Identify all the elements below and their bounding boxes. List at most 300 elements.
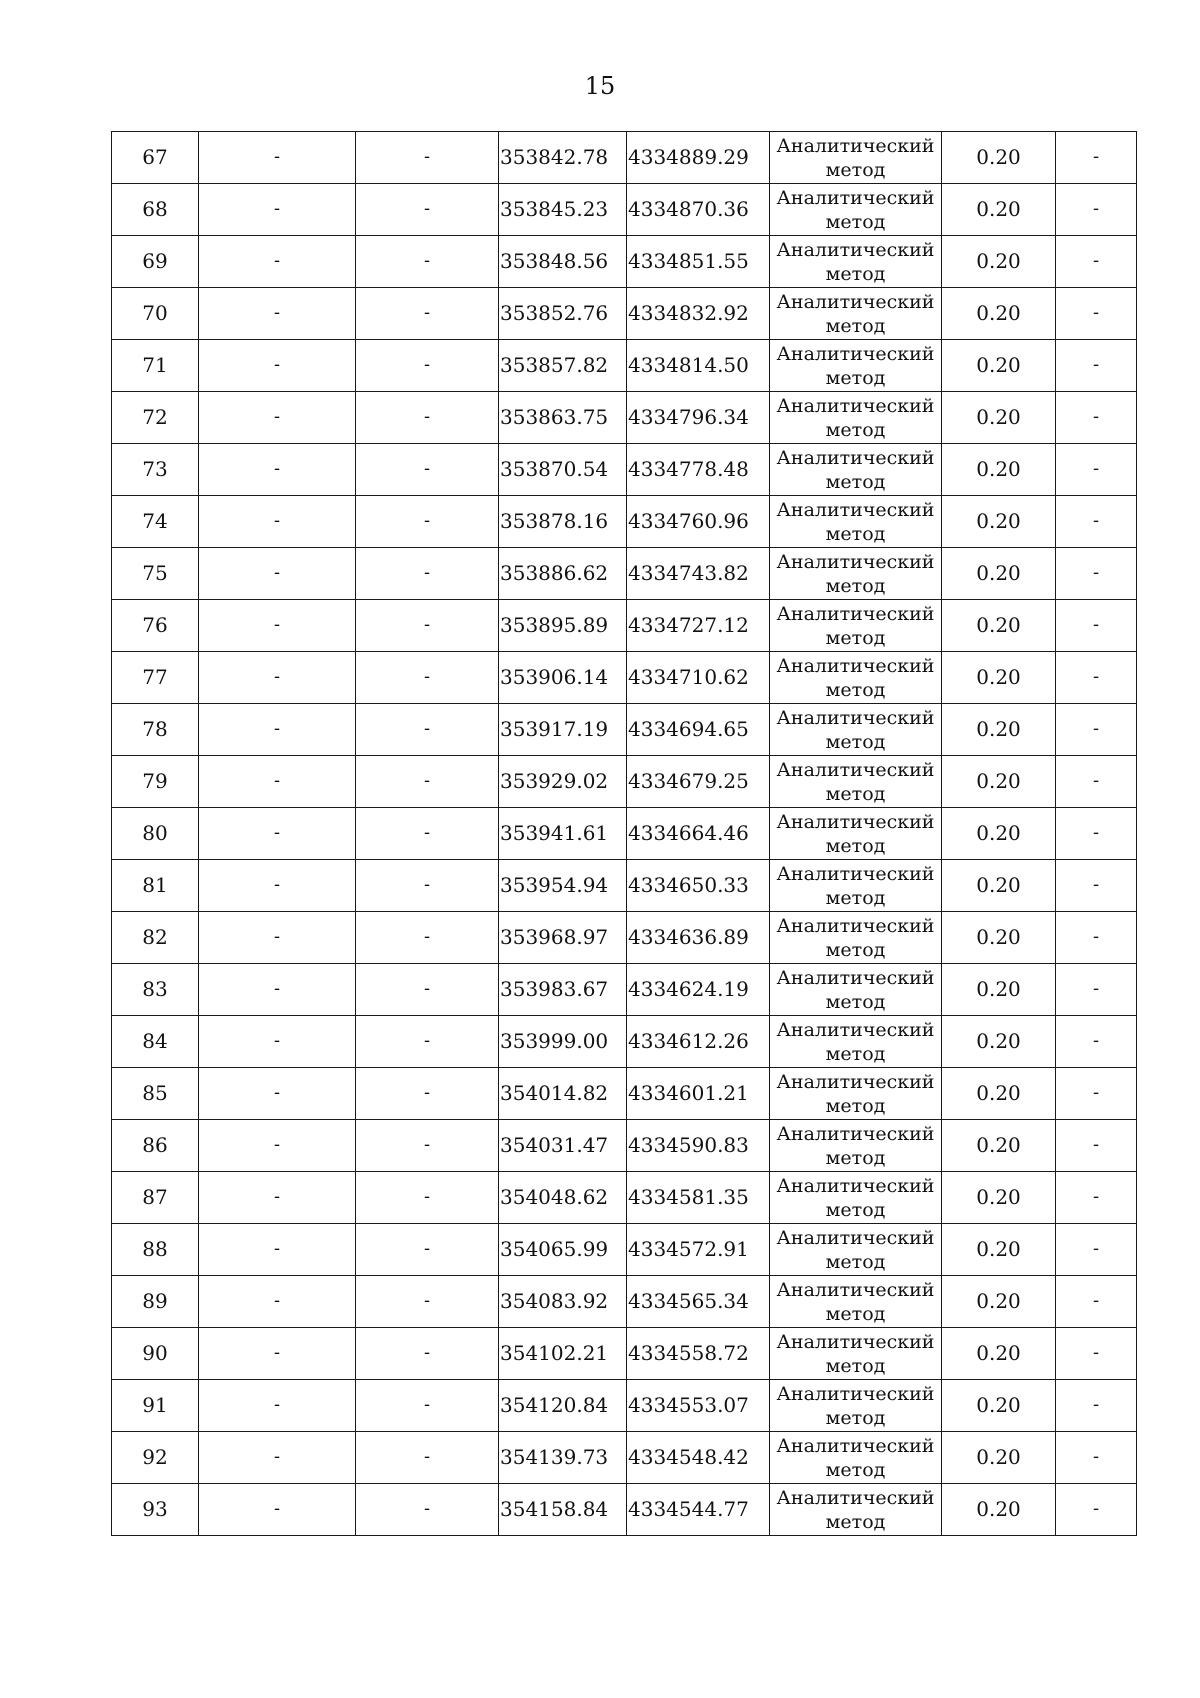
empty-dash-cell: - xyxy=(199,340,356,392)
page-number: 15 xyxy=(584,72,616,100)
empty-dash-cell: - xyxy=(356,1484,499,1536)
y-coordinate-cell: 4334760.96 xyxy=(627,496,770,548)
method-cell xyxy=(770,1276,942,1328)
table-row xyxy=(112,1172,1137,1224)
empty-dash-cell: - xyxy=(1056,964,1137,1016)
y-coordinate-cell: 4334572.91 xyxy=(627,1224,770,1276)
table-row xyxy=(112,496,1137,548)
table-row xyxy=(112,1068,1137,1120)
accuracy-cell: 0.20 xyxy=(942,1380,1056,1432)
table-row xyxy=(112,652,1137,704)
table-row xyxy=(112,1328,1137,1380)
table-body xyxy=(112,132,1137,1536)
method-line-1: Аналитический xyxy=(776,706,935,729)
accuracy-cell: 0.20 xyxy=(942,288,1056,340)
empty-dash-cell: - xyxy=(356,704,499,756)
point-number-cell: 93 xyxy=(112,1484,199,1536)
empty-dash-cell: - xyxy=(356,444,499,496)
method-cell xyxy=(770,132,942,184)
accuracy-cell: 0.20 xyxy=(942,1276,1056,1328)
empty-dash-cell: - xyxy=(356,132,499,184)
table-row xyxy=(112,600,1137,652)
method-line-1: Аналитический xyxy=(776,238,935,261)
empty-dash-cell: - xyxy=(356,600,499,652)
accuracy-cell: 0.20 xyxy=(942,236,1056,288)
accuracy-cell: 0.20 xyxy=(942,340,1056,392)
method-line-2: метод xyxy=(825,1510,886,1533)
x-coordinate-cell: 353886.62 xyxy=(499,548,627,600)
x-coordinate-cell: 353845.23 xyxy=(499,184,627,236)
empty-dash-cell: - xyxy=(199,1016,356,1068)
point-number-cell: 85 xyxy=(112,1068,199,1120)
x-coordinate-cell: 354083.92 xyxy=(499,1276,627,1328)
accuracy-cell: 0.20 xyxy=(942,704,1056,756)
table-row xyxy=(112,1432,1137,1484)
method-cell xyxy=(770,1484,942,1536)
empty-dash-cell: - xyxy=(199,1224,356,1276)
method-cell xyxy=(770,808,942,860)
accuracy-cell: 0.20 xyxy=(942,600,1056,652)
empty-dash-cell: - xyxy=(199,964,356,1016)
y-coordinate-cell: 4334612.26 xyxy=(627,1016,770,1068)
empty-dash-cell: - xyxy=(356,860,499,912)
table-row xyxy=(112,964,1137,1016)
table-row xyxy=(112,236,1137,288)
y-coordinate-cell: 4334636.89 xyxy=(627,912,770,964)
method-line-2: метод xyxy=(825,574,886,597)
x-coordinate-cell: 353870.54 xyxy=(499,444,627,496)
y-coordinate-cell: 4334590.83 xyxy=(627,1120,770,1172)
empty-dash-cell: - xyxy=(199,860,356,912)
empty-dash-cell: - xyxy=(1056,1328,1137,1380)
empty-dash-cell: - xyxy=(1056,340,1137,392)
point-number-cell: 90 xyxy=(112,1328,199,1380)
table-row xyxy=(112,340,1137,392)
method-line-2: метод xyxy=(825,158,886,181)
method-line-2: метод xyxy=(825,1094,886,1117)
x-coordinate-cell: 354102.21 xyxy=(499,1328,627,1380)
method-line-2: метод xyxy=(825,938,886,961)
table-row xyxy=(112,1120,1137,1172)
x-coordinate-cell: 353842.78 xyxy=(499,132,627,184)
method-line-2: метод xyxy=(825,366,886,389)
method-line-1: Аналитический xyxy=(776,758,935,781)
empty-dash-cell: - xyxy=(1056,1172,1137,1224)
method-cell xyxy=(770,548,942,600)
x-coordinate-cell: 353954.94 xyxy=(499,860,627,912)
method-cell xyxy=(770,1432,942,1484)
method-line-1: Аналитический xyxy=(776,602,935,625)
table-row xyxy=(112,392,1137,444)
empty-dash-cell: - xyxy=(199,288,356,340)
method-line-1: Аналитический xyxy=(776,1278,935,1301)
method-cell xyxy=(770,600,942,652)
point-number-cell: 86 xyxy=(112,1120,199,1172)
empty-dash-cell: - xyxy=(199,236,356,288)
method-cell xyxy=(770,288,942,340)
method-line-1: Аналитический xyxy=(776,394,935,417)
x-coordinate-cell: 353852.76 xyxy=(499,288,627,340)
method-line-1: Аналитический xyxy=(776,498,935,521)
method-line-2: метод xyxy=(825,886,886,909)
method-line-1: Аналитический xyxy=(776,186,935,209)
table-row xyxy=(112,288,1137,340)
empty-dash-cell: - xyxy=(1056,600,1137,652)
accuracy-cell: 0.20 xyxy=(942,1432,1056,1484)
table-row xyxy=(112,1224,1137,1276)
empty-dash-cell: - xyxy=(1056,392,1137,444)
x-coordinate-cell: 354158.84 xyxy=(499,1484,627,1536)
point-number-cell: 77 xyxy=(112,652,199,704)
method-line-1: Аналитический xyxy=(776,862,935,885)
empty-dash-cell: - xyxy=(356,1224,499,1276)
empty-dash-cell: - xyxy=(1056,912,1137,964)
empty-dash-cell: - xyxy=(1056,548,1137,600)
empty-dash-cell: - xyxy=(356,496,499,548)
empty-dash-cell: - xyxy=(199,756,356,808)
x-coordinate-cell: 354014.82 xyxy=(499,1068,627,1120)
empty-dash-cell: - xyxy=(199,704,356,756)
empty-dash-cell: - xyxy=(356,184,499,236)
method-line-1: Аналитический xyxy=(776,290,935,313)
empty-dash-cell: - xyxy=(199,1432,356,1484)
x-coordinate-cell: 353941.61 xyxy=(499,808,627,860)
x-coordinate-cell: 353863.75 xyxy=(499,392,627,444)
empty-dash-cell: - xyxy=(356,756,499,808)
empty-dash-cell: - xyxy=(356,1432,499,1484)
method-line-1: Аналитический xyxy=(776,134,935,157)
table-row xyxy=(112,756,1137,808)
method-line-1: Аналитический xyxy=(776,1122,935,1145)
table-row xyxy=(112,1484,1137,1536)
y-coordinate-cell: 4334814.50 xyxy=(627,340,770,392)
point-number-cell: 80 xyxy=(112,808,199,860)
empty-dash-cell: - xyxy=(1056,184,1137,236)
table-row xyxy=(112,1380,1137,1432)
accuracy-cell: 0.20 xyxy=(942,808,1056,860)
empty-dash-cell: - xyxy=(1056,1224,1137,1276)
method-line-2: метод xyxy=(825,1250,886,1273)
point-number-cell: 69 xyxy=(112,236,199,288)
x-coordinate-cell: 353917.19 xyxy=(499,704,627,756)
empty-dash-cell: - xyxy=(1056,704,1137,756)
point-number-cell: 84 xyxy=(112,1016,199,1068)
y-coordinate-cell: 4334601.21 xyxy=(627,1068,770,1120)
accuracy-cell: 0.20 xyxy=(942,652,1056,704)
y-coordinate-cell: 4334679.25 xyxy=(627,756,770,808)
empty-dash-cell: - xyxy=(356,912,499,964)
empty-dash-cell: - xyxy=(1056,1068,1137,1120)
empty-dash-cell: - xyxy=(199,1172,356,1224)
method-line-2: метод xyxy=(825,626,886,649)
point-number-cell: 67 xyxy=(112,132,199,184)
point-number-cell: 73 xyxy=(112,444,199,496)
method-cell xyxy=(770,1224,942,1276)
method-line-1: Аналитический xyxy=(776,810,935,833)
empty-dash-cell: - xyxy=(199,652,356,704)
empty-dash-cell: - xyxy=(1056,132,1137,184)
x-coordinate-cell: 353929.02 xyxy=(499,756,627,808)
accuracy-cell: 0.20 xyxy=(942,184,1056,236)
method-cell xyxy=(770,1380,942,1432)
method-line-2: метод xyxy=(825,262,886,285)
method-line-1: Аналитический xyxy=(776,1070,935,1093)
x-coordinate-cell: 353857.82 xyxy=(499,340,627,392)
y-coordinate-cell: 4334743.82 xyxy=(627,548,770,600)
table-row xyxy=(112,132,1137,184)
empty-dash-cell: - xyxy=(199,1328,356,1380)
point-number-cell: 74 xyxy=(112,496,199,548)
point-number-cell: 68 xyxy=(112,184,199,236)
point-number-cell: 79 xyxy=(112,756,199,808)
empty-dash-cell: - xyxy=(1056,1120,1137,1172)
y-coordinate-cell: 4334832.92 xyxy=(627,288,770,340)
method-cell xyxy=(770,444,942,496)
empty-dash-cell: - xyxy=(1056,860,1137,912)
accuracy-cell: 0.20 xyxy=(942,132,1056,184)
method-line-2: метод xyxy=(825,678,886,701)
point-number-cell: 78 xyxy=(112,704,199,756)
x-coordinate-cell: 353999.00 xyxy=(499,1016,627,1068)
empty-dash-cell: - xyxy=(356,964,499,1016)
method-cell xyxy=(770,912,942,964)
method-line-1: Аналитический xyxy=(776,1174,935,1197)
method-line-1: Аналитический xyxy=(776,1486,935,1509)
y-coordinate-cell: 4334581.35 xyxy=(627,1172,770,1224)
method-cell xyxy=(770,1068,942,1120)
method-cell xyxy=(770,236,942,288)
x-coordinate-cell: 354120.84 xyxy=(499,1380,627,1432)
method-line-2: метод xyxy=(825,782,886,805)
y-coordinate-cell: 4334851.55 xyxy=(627,236,770,288)
method-line-2: метод xyxy=(825,470,886,493)
empty-dash-cell: - xyxy=(1056,1484,1137,1536)
method-line-1: Аналитический xyxy=(776,966,935,989)
empty-dash-cell: - xyxy=(1056,808,1137,860)
accuracy-cell: 0.20 xyxy=(942,1224,1056,1276)
method-cell xyxy=(770,860,942,912)
empty-dash-cell: - xyxy=(199,1068,356,1120)
table-row xyxy=(112,808,1137,860)
y-coordinate-cell: 4334624.19 xyxy=(627,964,770,1016)
empty-dash-cell: - xyxy=(356,288,499,340)
x-coordinate-cell: 353968.97 xyxy=(499,912,627,964)
method-cell xyxy=(770,704,942,756)
accuracy-cell: 0.20 xyxy=(942,444,1056,496)
method-line-1: Аналитический xyxy=(776,550,935,573)
point-number-cell: 87 xyxy=(112,1172,199,1224)
method-line-1: Аналитический xyxy=(776,1226,935,1249)
empty-dash-cell: - xyxy=(1056,1380,1137,1432)
y-coordinate-cell: 4334710.62 xyxy=(627,652,770,704)
empty-dash-cell: - xyxy=(199,600,356,652)
empty-dash-cell: - xyxy=(356,1172,499,1224)
empty-dash-cell: - xyxy=(199,1120,356,1172)
point-number-cell: 70 xyxy=(112,288,199,340)
method-line-2: метод xyxy=(825,1042,886,1065)
empty-dash-cell: - xyxy=(1056,444,1137,496)
point-number-cell: 91 xyxy=(112,1380,199,1432)
coordinates-table xyxy=(111,131,1137,1536)
empty-dash-cell: - xyxy=(356,548,499,600)
method-cell xyxy=(770,340,942,392)
table-row xyxy=(112,444,1137,496)
empty-dash-cell: - xyxy=(356,1380,499,1432)
accuracy-cell: 0.20 xyxy=(942,1172,1056,1224)
method-line-2: метод xyxy=(825,990,886,1013)
empty-dash-cell: - xyxy=(356,652,499,704)
table-row xyxy=(112,184,1137,236)
empty-dash-cell: - xyxy=(199,444,356,496)
point-number-cell: 88 xyxy=(112,1224,199,1276)
x-coordinate-cell: 353906.14 xyxy=(499,652,627,704)
y-coordinate-cell: 4334548.42 xyxy=(627,1432,770,1484)
method-cell xyxy=(770,1172,942,1224)
point-number-cell: 82 xyxy=(112,912,199,964)
method-line-2: метод xyxy=(825,1406,886,1429)
accuracy-cell: 0.20 xyxy=(942,1068,1056,1120)
method-cell xyxy=(770,652,942,704)
empty-dash-cell: - xyxy=(356,1328,499,1380)
method-line-1: Аналитический xyxy=(776,654,935,677)
accuracy-cell: 0.20 xyxy=(942,496,1056,548)
empty-dash-cell: - xyxy=(199,548,356,600)
y-coordinate-cell: 4334889.29 xyxy=(627,132,770,184)
empty-dash-cell: - xyxy=(1056,236,1137,288)
y-coordinate-cell: 4334727.12 xyxy=(627,600,770,652)
empty-dash-cell: - xyxy=(199,1484,356,1536)
empty-dash-cell: - xyxy=(199,392,356,444)
y-coordinate-cell: 4334558.72 xyxy=(627,1328,770,1380)
method-line-2: метод xyxy=(825,522,886,545)
empty-dash-cell: - xyxy=(1056,496,1137,548)
accuracy-cell: 0.20 xyxy=(942,860,1056,912)
method-cell xyxy=(770,392,942,444)
method-cell xyxy=(770,1016,942,1068)
empty-dash-cell: - xyxy=(356,1016,499,1068)
empty-dash-cell: - xyxy=(356,1068,499,1120)
empty-dash-cell: - xyxy=(199,1276,356,1328)
empty-dash-cell: - xyxy=(199,184,356,236)
x-coordinate-cell: 353895.89 xyxy=(499,600,627,652)
method-cell xyxy=(770,756,942,808)
empty-dash-cell: - xyxy=(356,1120,499,1172)
y-coordinate-cell: 4334664.46 xyxy=(627,808,770,860)
point-number-cell: 72 xyxy=(112,392,199,444)
table-row xyxy=(112,548,1137,600)
table-row xyxy=(112,704,1137,756)
method-line-2: метод xyxy=(825,210,886,233)
point-number-cell: 76 xyxy=(112,600,199,652)
y-coordinate-cell: 4334870.36 xyxy=(627,184,770,236)
x-coordinate-cell: 354139.73 xyxy=(499,1432,627,1484)
accuracy-cell: 0.20 xyxy=(942,548,1056,600)
y-coordinate-cell: 4334553.07 xyxy=(627,1380,770,1432)
empty-dash-cell: - xyxy=(1056,1276,1137,1328)
method-line-2: метод xyxy=(825,834,886,857)
accuracy-cell: 0.20 xyxy=(942,756,1056,808)
method-cell xyxy=(770,184,942,236)
x-coordinate-cell: 353983.67 xyxy=(499,964,627,1016)
method-line-1: Аналитический xyxy=(776,342,935,365)
empty-dash-cell: - xyxy=(356,340,499,392)
table-row xyxy=(112,860,1137,912)
x-coordinate-cell: 354031.47 xyxy=(499,1120,627,1172)
method-line-1: Аналитический xyxy=(776,1330,935,1353)
accuracy-cell: 0.20 xyxy=(942,392,1056,444)
method-line-2: метод xyxy=(825,1198,886,1221)
accuracy-cell: 0.20 xyxy=(942,964,1056,1016)
method-line-1: Аналитический xyxy=(776,1382,935,1405)
method-line-2: метод xyxy=(825,1146,886,1169)
empty-dash-cell: - xyxy=(199,808,356,860)
method-cell xyxy=(770,1328,942,1380)
method-line-2: метод xyxy=(825,1354,886,1377)
empty-dash-cell: - xyxy=(199,496,356,548)
empty-dash-cell: - xyxy=(1056,288,1137,340)
method-line-2: метод xyxy=(825,730,886,753)
y-coordinate-cell: 4334544.77 xyxy=(627,1484,770,1536)
method-line-2: метод xyxy=(825,1302,886,1325)
empty-dash-cell: - xyxy=(356,392,499,444)
method-line-2: метод xyxy=(825,418,886,441)
point-number-cell: 92 xyxy=(112,1432,199,1484)
y-coordinate-cell: 4334778.48 xyxy=(627,444,770,496)
table-row xyxy=(112,1016,1137,1068)
y-coordinate-cell: 4334650.33 xyxy=(627,860,770,912)
method-cell xyxy=(770,1120,942,1172)
y-coordinate-cell: 4334796.34 xyxy=(627,392,770,444)
x-coordinate-cell: 354048.62 xyxy=(499,1172,627,1224)
accuracy-cell: 0.20 xyxy=(942,912,1056,964)
x-coordinate-cell: 353878.16 xyxy=(499,496,627,548)
x-coordinate-cell: 354065.99 xyxy=(499,1224,627,1276)
empty-dash-cell: - xyxy=(1056,1432,1137,1484)
method-line-1: Аналитический xyxy=(776,446,935,469)
empty-dash-cell: - xyxy=(199,1380,356,1432)
method-line-2: метод xyxy=(825,314,886,337)
empty-dash-cell: - xyxy=(1056,1016,1137,1068)
method-cell xyxy=(770,964,942,1016)
x-coordinate-cell: 353848.56 xyxy=(499,236,627,288)
point-number-cell: 75 xyxy=(112,548,199,600)
table-row xyxy=(112,912,1137,964)
empty-dash-cell: - xyxy=(199,912,356,964)
empty-dash-cell: - xyxy=(356,1276,499,1328)
method-line-1: Аналитический xyxy=(776,1434,935,1457)
point-number-cell: 89 xyxy=(112,1276,199,1328)
accuracy-cell: 0.20 xyxy=(942,1328,1056,1380)
empty-dash-cell: - xyxy=(1056,756,1137,808)
empty-dash-cell: - xyxy=(356,808,499,860)
point-number-cell: 83 xyxy=(112,964,199,1016)
point-number-cell: 71 xyxy=(112,340,199,392)
accuracy-cell: 0.20 xyxy=(942,1120,1056,1172)
y-coordinate-cell: 4334694.65 xyxy=(627,704,770,756)
empty-dash-cell: - xyxy=(1056,652,1137,704)
empty-dash-cell: - xyxy=(356,236,499,288)
method-line-2: метод xyxy=(825,1458,886,1481)
accuracy-cell: 0.20 xyxy=(942,1016,1056,1068)
point-number-cell: 81 xyxy=(112,860,199,912)
method-cell xyxy=(770,496,942,548)
method-line-1: Аналитический xyxy=(776,1018,935,1041)
method-line-1: Аналитический xyxy=(776,914,935,937)
table-row xyxy=(112,1276,1137,1328)
y-coordinate-cell: 4334565.34 xyxy=(627,1276,770,1328)
empty-dash-cell: - xyxy=(199,132,356,184)
accuracy-cell: 0.20 xyxy=(942,1484,1056,1536)
